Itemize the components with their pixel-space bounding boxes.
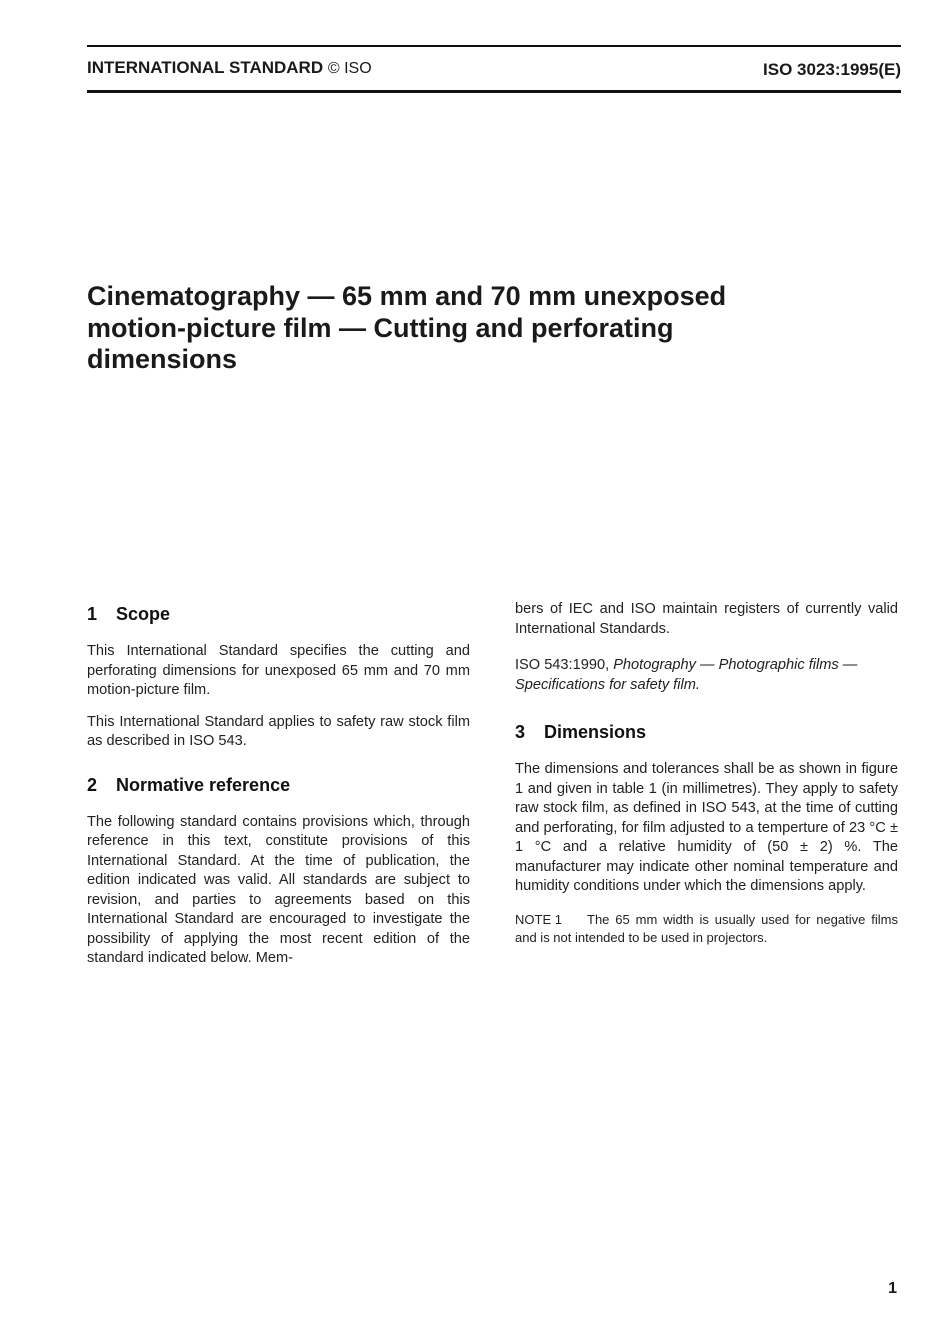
document-title [87,281,887,376]
title-line: motion-picture film — Cutting and perforating [87,312,674,343]
normative-reference-paragraph: The following standard contains provisions which, through reference in this text, constitute provisions of this International Standard. At the time of publication, the edition indicated was valid. All standards are subject to revision, and parties to agreements based on this International Standard are encouraged to investigate the possibility of applying the most recent edition of the standard indicated below. Mem- [87,813,470,966]
section-number: 1 [87,604,98,624]
note-text: The 65 mm width is usually used for negative films and is not intended to be used in projectors. [515,911,898,945]
page-number: 1 [888,1280,897,1297]
left-column [87,600,470,969]
scope-paragraph: This International Standard specifies the cutting and perforating dimensions for unexposed 65 mm and 70 mm motion-picture film. [87,643,470,698]
section-title: Normative reference [116,774,291,795]
section-number: 2 [87,774,98,795]
reference-code: ISO 543:1990, [515,657,610,673]
standard-label: INTERNATIONAL STANDARD [87,58,324,77]
title-line: dimensions [87,344,238,374]
normative-reference-entry [515,656,898,695]
section-title: Dimensions [544,722,647,742]
reference-title: Photography — Photographic films — Specifications for safety film. [515,657,858,693]
copyright-label: © ISO [327,60,372,77]
section-heading-scope [87,603,470,625]
normative-reference-continuation: bers of IEC and ISO maintain registers of currently valid International Standards. [515,601,898,637]
section-heading-normative-reference [87,774,470,796]
section-number: 3 [515,722,526,742]
right-column [515,600,898,947]
dimensions-paragraph: The dimensions and tolerances shall be as shown in figure 1 and given in table 1 (in millimetres). They apply to safety raw stock film, as defined in ISO 543, at the time of cutting and perforating, for film adjusted to a temperture of 23 °C ± 1 °C and a relative humidity of (50 ± 2) %. The manufacturer may indicate other nominal temperature and humidity conditions under which the dimensions apply. [515,761,898,894]
header-top-rule [87,45,901,47]
header-bottom-rule [87,90,901,93]
note-label: NOTE 1 [515,911,562,927]
section-heading-dimensions [515,721,898,743]
note [515,911,898,947]
scope-paragraph: This International Standard applies to safety raw stock film as described in ISO 543. [87,713,470,749]
header-standard [87,58,372,78]
section-title: Scope [116,604,171,624]
title-line: Cinematography — 65 mm and 70 mm unexposed [87,281,727,311]
standard-reference: ISO 3023:1995(E) [763,60,901,79]
